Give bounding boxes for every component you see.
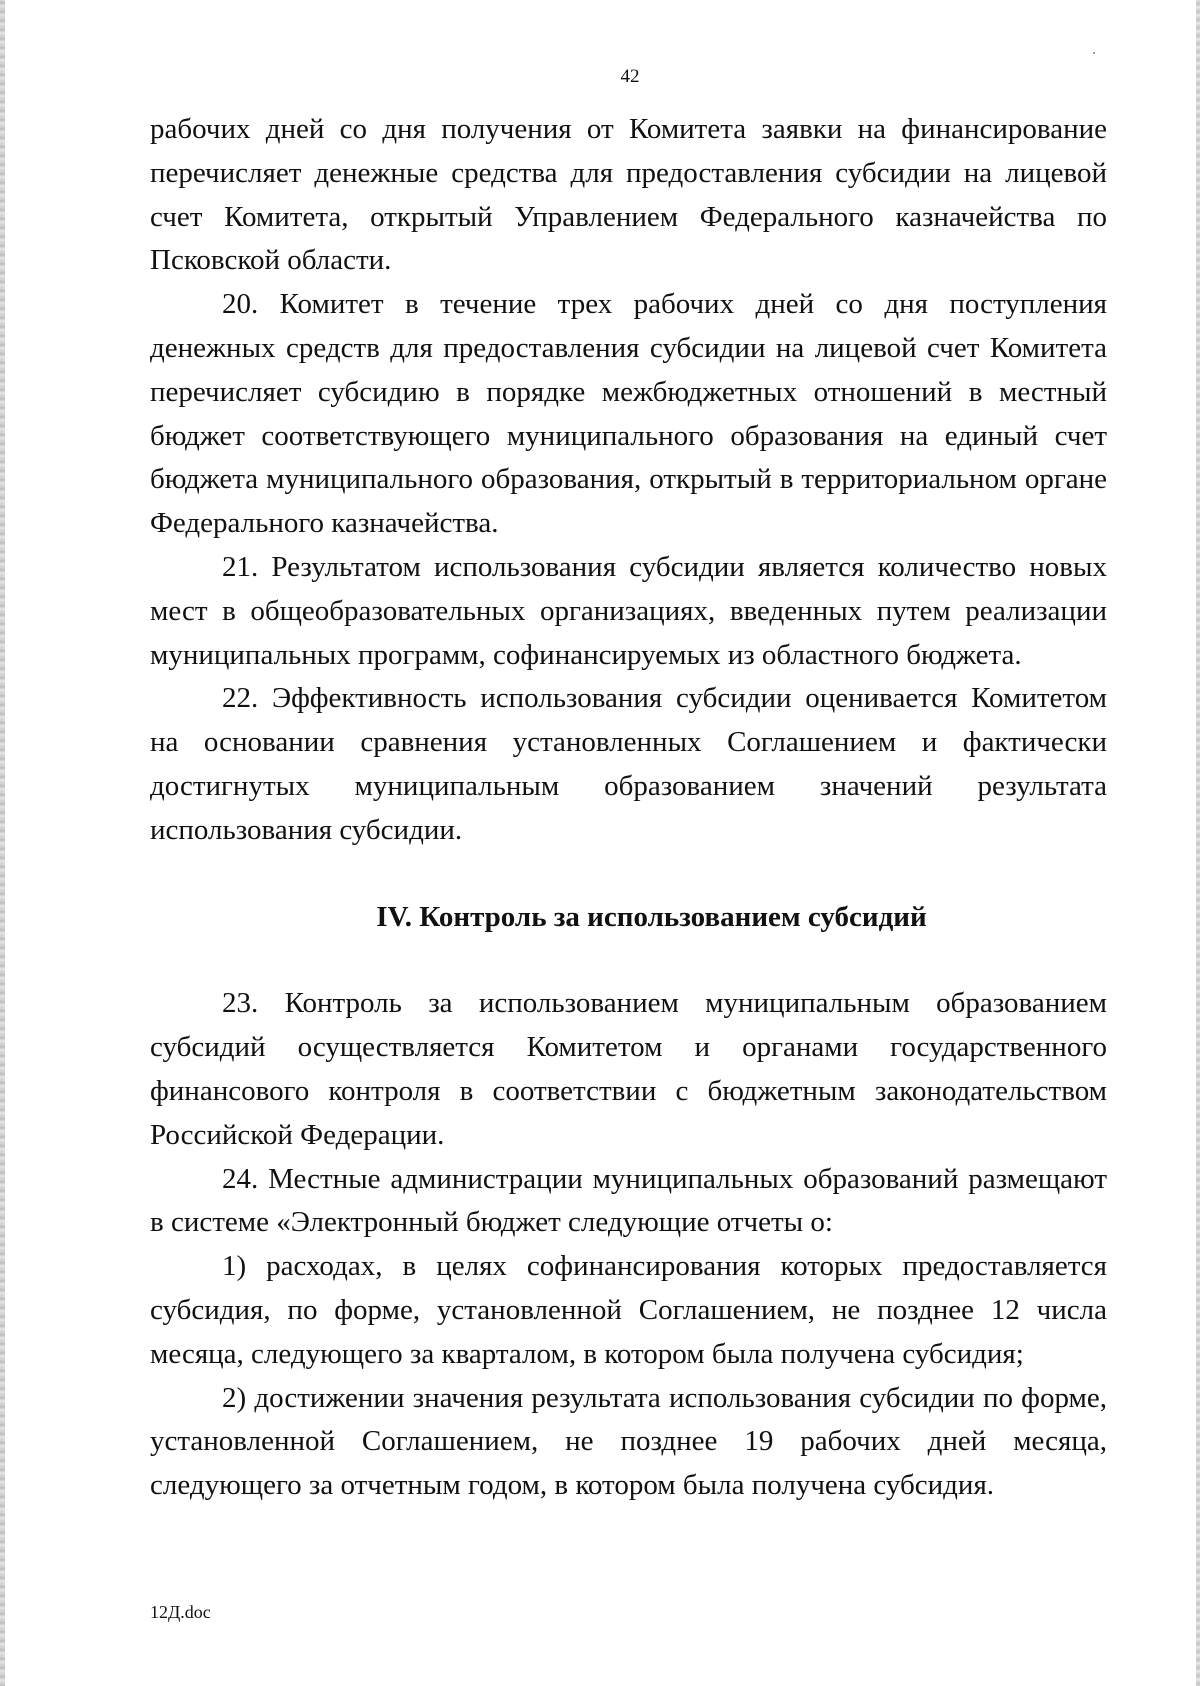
scan-speck (1093, 52, 1095, 54)
spacer (150, 939, 1107, 982)
scan-edge-left (0, 0, 5, 1686)
scan-edge-right (1196, 0, 1200, 1686)
paragraph-continuation: рабочих дней со дня получения от Комитета заявки на финансирование перечисляет денежные средства для предоставления субсидии на лицевой счет Комитета, открытый Управлением Федерального казначейства по Псковской области. (150, 113, 1107, 277)
paragraph-23: 23. Контроль за использованием муниципальным образованием субсидий осуществляется Комитетом и органами государственного финансового контроля в соответствии с бюджетным законодательством Российской Федерации. (150, 987, 1107, 1151)
spacer (150, 853, 1107, 896)
paragraph-24: 24. Местные администрации муниципальных образований размещают в системе «Электронный бюджет следующие отчеты о: (150, 1162, 1107, 1239)
paragraph-22: 22. Эффективность использования субсидии оценивается Комитетом на основании сравнения установленных Соглашением и фактически достигнутых муниципальным образованием значений результата использования субсидии. (150, 682, 1107, 846)
section-heading: IV. Контроль за использованием субсидий (376, 900, 927, 933)
footer-filename: 12Д.doc (150, 1602, 211, 1622)
list-item-2: 2) достижении значения результата использования субсидии по форме, установленной Соглашением, не позднее 19 рабочих дней месяца, следующего за отчетным годом, в котором была получена субсидия. (150, 1381, 1107, 1502)
paragraph-21: 21. Результатом использования субсидии является количество новых мест в общеобразовательных организациях, введенных путем реализации муниципальных программ, софинансируемых из областного бюджета. (150, 550, 1107, 671)
page-number: 42 (620, 66, 640, 87)
document-body (150, 108, 1107, 1508)
list-item-1: 1) расходах, в целях софинансирования которых предоставляется субсидия, по форме, установленной Соглашением, не позднее 12 числа месяца, следующего за кварталом, в котором была получена субсидия; (150, 1250, 1107, 1370)
paragraph-20: 20. Комитет в течение трех рабочих дней со дня поступления денежных средств для предоставления субсидии на лицевой счет Комитета перечисляет субсидию в порядке межбюджетных отношений в местный бюджет соответствующего муниципального образования на единый счет бюджета муниципального образования, открытый в территориальном органе Федерального казначейства. (150, 288, 1107, 540)
